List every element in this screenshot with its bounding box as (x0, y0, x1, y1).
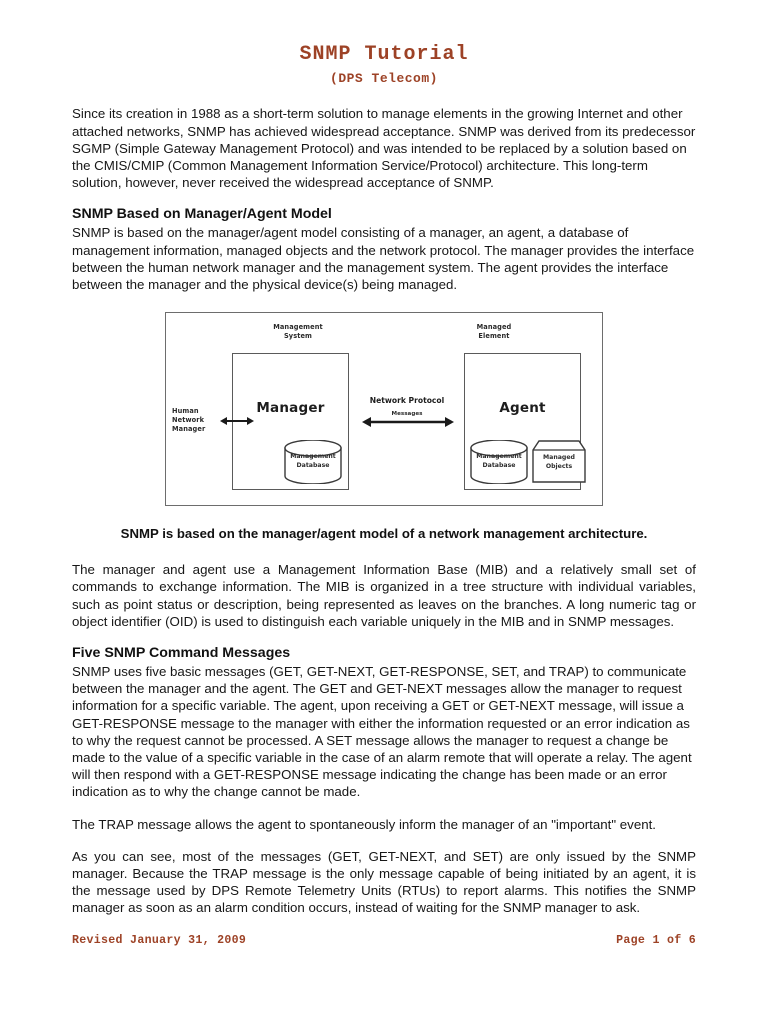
diagram-shape-managed-objects (532, 438, 586, 484)
trap-paragraph: The TRAP message allows the agent to spontaneously inform the manager of an "important" event. (72, 816, 656, 832)
figure-manager-agent-architecture (72, 312, 696, 506)
document-content (72, 0, 696, 917)
page-footer (72, 934, 696, 947)
diagram-label-messages: Messages (391, 411, 423, 418)
diagram-label-management-system: Management System (273, 323, 323, 341)
page-subtitle: (DPS Telecom) (330, 71, 438, 86)
diagram-arrow-human-to-manager (220, 413, 254, 429)
diagram-label-managed-element: Managed Element (476, 323, 512, 341)
diagram-cylinder-agent-management-database (470, 440, 528, 484)
mib-paragraph: The manager and agent use a Management Information Base (MIB) and a relatively small set of commands to exchange information. The MIB is organized in a tree structure with individual variables, such as point status or description, being represented as leaves on the branches. A long numeric tag or object identifier (OID) is used to distinguish each variable uniquely in the MIB and in SNMP messages. (72, 562, 696, 629)
diagram-frame (165, 312, 603, 506)
page-title: SNMP Tutorial (299, 43, 469, 66)
intro-paragraph: Since its creation in 1988 as a short-term solution to manage elements in the growing Internet and other attached networks, SNMP has achieved widespread acceptance. SNMP was derived from its predecessor SGMP (Simple Gateway Management Protocol) and was intended to be replaced by a solution based on the CMIS/CMIP (Common Management Information Service/Protocol) architecture. This long-term solution, however, never received the widespread acceptance of SNMP. (72, 106, 696, 191)
diagram-managed-objects-label: Managed Objects (543, 454, 575, 470)
section-paragraph-five-snmp-command-messages: SNMP uses five basic messages (GET, GET-NEXT, GET-RESPONSE, SET, and TRAP) to communicate between the manager and the agent. The GET and GET-NEXT messages allow the manager to request information for a specific variable. The agent, upon receiving a GET or GET-NEXT message, will issue a GET-RESPONSE message to the manager with either the information requested or an error indication as to why the request cannot be processed. A SET message allows the manager to request a change be made to the value of a specific variable in the case of an alarm remote that will operate a relay. The agent will then respond with a GET-RESPONSE message indicating the change has been made or an error indication as to why the change cannot be made. (72, 663, 692, 800)
diagram-box-agent-label: Agent (499, 400, 546, 417)
section-paragraph-manager-agent-model: SNMP is based on the manager/agent model consisting of a manager, an agent, a database of management information, managed objects and the network protocol. The manager provides the interface between the human network manager and the management system. The agent provides the interface between the manager and the physical device(s) being managed. (72, 225, 695, 292)
diagram-label-human-network-manager: Human Network Manager (172, 407, 206, 434)
closing-paragraph: As you can see, most of the messages (GET, GET-NEXT, and SET) are only issued by the SNMP manager. Because the TRAP message is the only message capable of being initiated by an agent, it is the message used by DPS Remote Telemetry Units (RTUs) to report alarms. This notifies the SNMP manager as soon as an alarm condition occurs, instead of waiting for the SNMP manager to ask. (72, 848, 696, 916)
diagram-arrow-network-protocol (362, 414, 454, 430)
diagram-cylinder-manager-management-database (284, 440, 342, 484)
section-heading-five-snmp-command-messages: Five SNMP Command Messages (72, 644, 291, 661)
diagram-box-manager-label: Manager (256, 400, 325, 417)
footer-revised-date: Revised January 31, 2009 (72, 934, 247, 947)
footer-page-number: Page 1 of 6 (616, 934, 696, 947)
section-heading-manager-agent-model: SNMP Based on Manager/Agent Model (72, 206, 332, 223)
diagram-cylinder-agent-db-label: Management Database (476, 453, 522, 469)
figure-caption: SNMP is based on the manager/agent model of a network management architecture. (120, 526, 648, 542)
diagram-label-network-protocol: Network Protocol (369, 396, 445, 406)
diagram-cylinder-manager-db-label: Management Database (290, 453, 336, 469)
